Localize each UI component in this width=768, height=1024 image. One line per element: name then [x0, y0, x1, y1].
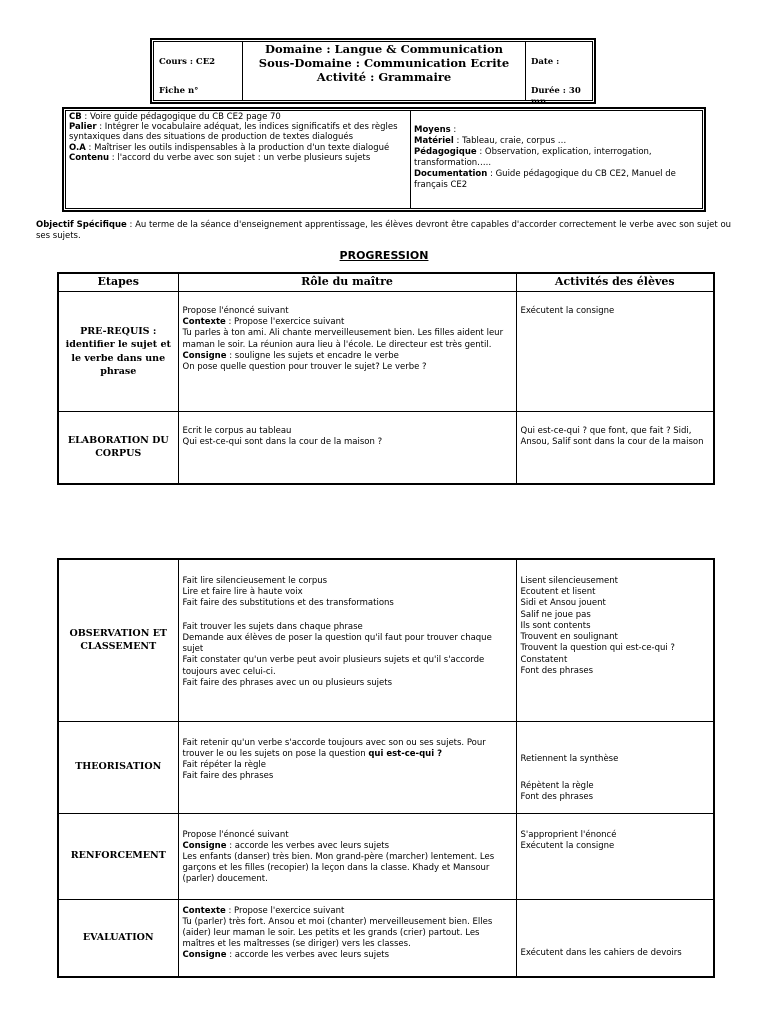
contenu-label: Contenu	[69, 152, 110, 163]
student-line: S'approprient l'énoncé	[520, 829, 617, 840]
master-line: Qui est-ce-qui sont dans la cour de la maison ?	[182, 437, 383, 448]
step-elaboration: ELABORATION DU CORPUS	[58, 412, 178, 484]
students-theorisation	[516, 721, 714, 813]
student-line: Trouvent en soulignant	[520, 632, 618, 643]
header-left-cell	[154, 42, 243, 100]
master-line: Propose l'énoncé suivant	[182, 829, 289, 840]
objectif-text: : Au terme de la séance d'enseignement apprentissage, les élèves devront être capables d'accorder correctement le verbe avec son sujet ou ses sujets.	[36, 220, 732, 242]
moyens-label: Moyens	[414, 125, 451, 135]
student-line: Sidi et Ansou jouent	[520, 598, 606, 609]
fiche-label: Fiche n°	[159, 86, 199, 96]
cb-label: CB	[69, 112, 82, 122]
pedagogique-label: Pédagogique	[414, 147, 477, 158]
contexte-text: : Propose l'exercice suivant	[225, 905, 345, 916]
spacer	[521, 765, 710, 781]
master-line: Fait répéter la règle	[182, 759, 266, 770]
progression-table-2	[57, 558, 715, 978]
students-elaboration	[516, 412, 714, 484]
header-role-maitre: Rôle du maître	[178, 273, 516, 292]
student-line: Lisent silencieusement	[520, 576, 618, 586]
contexte-label: Contexte	[182, 317, 226, 328]
table-row-renforcement	[58, 813, 714, 899]
domaine-title: Domaine : Langue & Communication	[265, 42, 503, 56]
master-elaboration	[178, 412, 516, 484]
header-right-cell	[526, 42, 592, 108]
consigne-label: Consigne	[182, 350, 227, 361]
cb-line	[69, 112, 407, 122]
master-line: Ecrit le corpus au tableau	[182, 426, 292, 436]
activite-title: Activité : Grammaire	[316, 69, 452, 84]
master-line: Tu parles à ton ami. Ali chante merveilleusement bien. Les filles aident leur maman le soir. La réunion aura lieu à l'école. Le directeur est très gentil.	[182, 328, 504, 350]
master-line	[183, 351, 512, 362]
table-row-evaluation	[58, 899, 714, 977]
student-line: Font des phrases	[520, 791, 594, 802]
master-line: Fait faire des phrases	[182, 771, 274, 782]
master-line: Fait faire des substitutions et des transformations	[182, 598, 394, 609]
info-right-cell	[411, 111, 702, 208]
students-observation	[516, 559, 714, 721]
master-line	[183, 317, 512, 328]
student-line: Salif ne joue pas	[520, 609, 591, 620]
materiel-text: : Tableau, craie, corpus …	[453, 136, 567, 147]
progression-table-1	[57, 272, 715, 485]
rule-question: qui est-ce-qui ?	[368, 748, 443, 759]
objectif-specifique	[36, 220, 736, 242]
step-evaluation: EVALUATION	[58, 899, 178, 977]
documentation-label: Documentation	[414, 169, 488, 180]
students-prerequis	[516, 292, 714, 412]
info-left-cell	[66, 111, 411, 208]
table-row-theorisation	[58, 721, 714, 813]
cours-label: Cours : CE2	[159, 57, 216, 67]
student-line: Retiennent la synthèse	[520, 753, 619, 764]
master-evaluation	[178, 899, 516, 977]
duree-label: Durée : 30 mn	[531, 86, 581, 108]
moyens-text: :	[450, 125, 457, 135]
pedagogique-text: : Observation, explication, interrogation, transformation…..	[414, 147, 652, 169]
student-line: Répètent la règle	[520, 780, 594, 791]
oa-label: O.A	[69, 142, 86, 153]
step-theorisation: THEORISATION	[58, 721, 178, 813]
materiel-line	[414, 136, 699, 147]
master-observation	[178, 559, 516, 721]
step-observation: OBSERVATION ET CLASSEMENT	[58, 559, 178, 721]
student-line: Font des phrases	[520, 665, 594, 676]
master-line: Tu (parler) très fort. Ansou et moi (chanter) merveilleusement bien. Elles (aider) leur maman le soir. Les petits et les grands (crier) partout. Les maîtres et les maîtresses (se diriger) vers les classes.	[182, 916, 493, 950]
master-line: Lire et faire lire à haute voix	[182, 587, 303, 598]
master-line: Fait trouver les sujets dans chaque phrase	[182, 621, 363, 632]
info-box	[65, 110, 703, 209]
header-middle-cell	[243, 42, 526, 100]
step-prerequis: PRE-REQUIS : identifier le sujet et le verbe dans une phrase	[58, 292, 178, 412]
students-evaluation	[516, 899, 714, 977]
master-line: Fait lire silencieusement le corpus	[182, 576, 328, 586]
students-renforcement	[516, 813, 714, 899]
cb-text: : Voire guide pédagogique du CB CE2 page 70	[81, 112, 281, 122]
header-activites-eleves: Activités des élèves	[516, 273, 714, 292]
documentation-text: : Guide pédagogique du CB CE2, Manuel de français CE2	[414, 169, 676, 191]
spacer	[183, 610, 512, 622]
student-line: Exécutent la consigne	[520, 840, 615, 851]
documentation-line	[414, 169, 699, 191]
oa-text: : Maîtriser les outils indispensables à la production d'un texte dialogué	[85, 142, 390, 153]
student-line: Ils sont contents	[520, 620, 591, 631]
consigne-text: : accorde les verbes avec leurs sujets	[226, 950, 390, 961]
master-line	[183, 841, 512, 852]
master-line	[183, 950, 512, 961]
student-line: Exécutent dans les cahiers de devoirs	[520, 947, 682, 958]
progression-title: PROGRESSION	[339, 249, 429, 262]
student-line: Constatent	[520, 654, 568, 665]
palier-line	[69, 122, 407, 142]
master-prerequis	[178, 292, 516, 412]
header-etapes: Etapes	[58, 273, 178, 292]
step-renforcement: RENFORCEMENT	[58, 813, 178, 899]
materiel-label: Matériel	[414, 136, 454, 147]
student-line: Ecoutent et lisent	[520, 587, 596, 598]
master-line: Propose l'énoncé suivant	[182, 306, 289, 316]
table-row-elaboration	[58, 412, 714, 484]
contexte-text: : Propose l'exercice suivant	[225, 317, 345, 328]
master-line: Les enfants (danser) très bien. Mon grand-père (marcher) lentement. Les garçons et les filles (recopier) la leçon dans la classe. Khady et Mansour (parler) doucement.	[182, 851, 495, 885]
sous-domaine-title: Sous-Domaine : Communication Ecrite	[258, 55, 510, 70]
pedagogique-line	[414, 147, 699, 169]
rule-text: Fait retenir qu'un verbe s'accorde toujours avec son ou ses sujets. Pour trouver le ou les sujets on pose la question	[182, 737, 486, 759]
consigne-text: : accorde les verbes avec leurs sujets	[226, 840, 390, 851]
master-line: Fait constater qu'un verbe peut avoir plusieurs sujets et qu'il s'accorde toujours avec celui-ci.	[182, 655, 485, 677]
master-line: Fait faire des phrases avec un ou plusieurs sujets	[182, 677, 392, 688]
contenu-line	[69, 153, 407, 163]
oa-line	[69, 143, 407, 153]
palier-text: : Intégrer le vocabulaire adéquat, les indices significatifs et des règles syntaxiques dans des situations de production de textes dialogués	[69, 122, 398, 143]
master-line: On pose quelle question pour trouver le sujet? Le verbe ?	[182, 362, 427, 373]
consigne-label: Consigne	[182, 950, 227, 961]
master-line	[183, 906, 512, 917]
student-line: Exécutent la consigne	[520, 306, 615, 316]
contexte-label: Contexte	[182, 905, 226, 916]
objectif-label: Objectif Spécifique	[36, 220, 127, 230]
consigne-text: : souligne les sujets et encadre le verbe	[226, 350, 399, 361]
header-box	[153, 41, 593, 108]
table-row-observation	[58, 559, 714, 721]
consigne-label: Consigne	[182, 840, 227, 851]
table-header-row	[58, 273, 714, 292]
table-row-prerequis	[58, 292, 714, 412]
palier-label: Palier	[69, 122, 97, 133]
master-theorisation	[178, 721, 516, 813]
master-line	[183, 738, 512, 760]
student-line: Qui est-ce-qui ? que font, que fait ? Sidi, Ansou, Salif sont dans la cour de la maison	[520, 426, 704, 448]
master-renforcement	[178, 813, 516, 899]
moyens-line	[414, 125, 699, 136]
student-line: Trouvent la question qui est-ce-qui ?	[520, 643, 675, 654]
contenu-text: : l'accord du verbe avec son sujet : un verbe plusieurs sujets	[109, 152, 371, 163]
date-label: Date :	[531, 57, 560, 67]
master-line: Demande aux élèves de poser la question qu'il faut pour trouver chaque sujet	[182, 632, 492, 655]
